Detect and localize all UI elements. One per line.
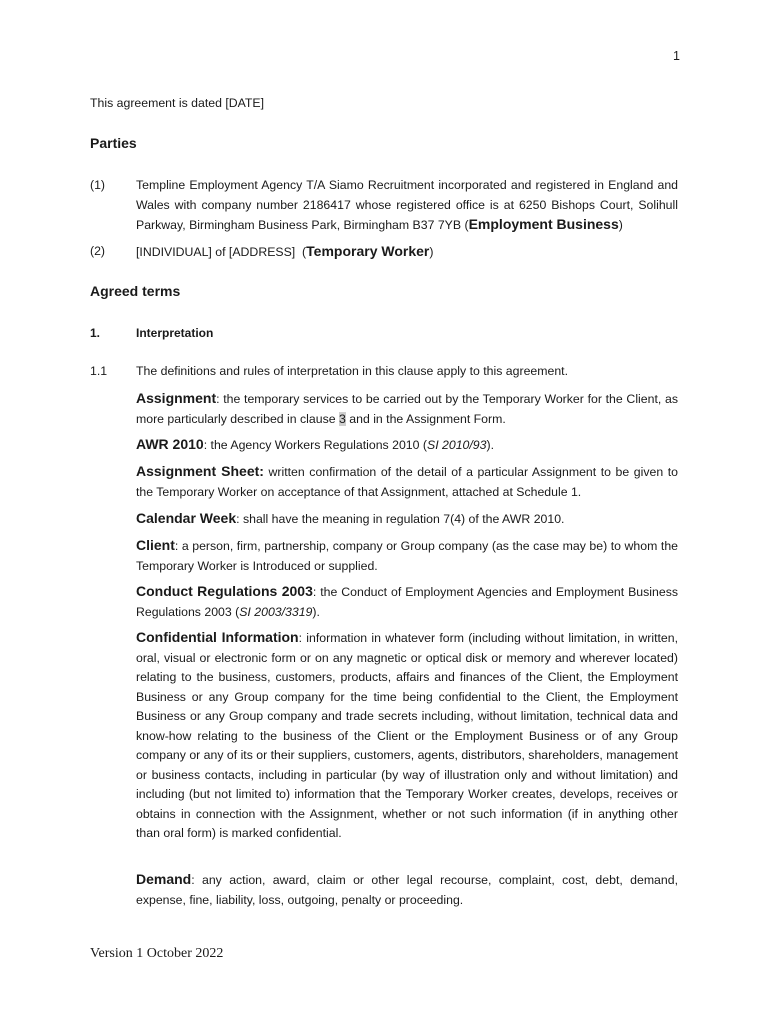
party-1-text <box>136 176 678 236</box>
statutory-instrument-ref: SI 2003/3319 <box>239 604 313 619</box>
definition-text-end: and in the Assignment Form. <box>345 411 506 426</box>
definition-awr-2010 <box>136 435 678 456</box>
clause-1-1-number: 1.1 <box>90 364 108 378</box>
definition-text: : the Agency Workers Regulations 2010 ( <box>203 438 427 452</box>
definition-term: Demand <box>136 871 192 887</box>
definition-text: : shall have the meaning in regulation 7(4) of the AWR 2010. <box>236 512 565 526</box>
definition-term: Assignment <box>136 390 217 406</box>
definition-conduct-regulations <box>136 582 678 622</box>
party-2-text <box>136 242 678 263</box>
footer-version: Version 1 October 2022 <box>90 946 224 961</box>
party-2-number: (2) <box>90 244 106 258</box>
clause-1-heading <box>90 324 214 344</box>
clause-1-title: Interpretation <box>136 326 214 340</box>
party-1-close: ) <box>618 218 623 232</box>
page-number: 1 <box>673 49 680 63</box>
definition-term: Assignment Sheet: <box>136 463 264 479</box>
clause-1-number: 1. <box>90 326 101 340</box>
statutory-instrument-ref: SI 2010/93 <box>427 438 487 452</box>
party-2-close: ) <box>429 245 434 259</box>
agreed-terms-heading: Agreed terms <box>90 283 181 299</box>
definition-term: Calendar Week <box>136 510 237 526</box>
definition-term: Confidential Information <box>136 629 299 645</box>
parties-heading: Parties <box>90 135 137 151</box>
definition-client <box>136 536 678 576</box>
definition-term: AWR 2010 <box>136 436 204 452</box>
party-2-term: Temporary Worker <box>306 243 430 259</box>
definition-text: : the Conduct of Employment Agencies and Employment Business Regulations 2003 ( <box>136 585 679 619</box>
party-2-body: [INDIVIDUAL] of [ADDRESS] ( <box>136 245 307 259</box>
definition-text: : the temporary services to be carried out by the Temporary Worker for the Client, as more particularly described in clause <box>136 392 678 426</box>
party-1-term: Employment Business <box>468 216 619 232</box>
definition-text: written confirmation of the detail of a particular Assignment to be given to the Temporary Worker on acceptance of that Assignment, attached at Schedule 1. <box>136 465 678 499</box>
clause-reference[interactable]: 3 <box>339 411 346 426</box>
definition-text: : any action, award, claim or other legal recourse, complaint, cost, debt, demand, expense, fine, liability, loss, outgoing, penalty or proceeding. <box>136 873 678 907</box>
definition-term: Conduct Regulations 2003 <box>136 583 313 599</box>
party-1-number: (1) <box>90 178 106 192</box>
definition-term: Client <box>136 537 175 553</box>
definition-confidential-information <box>136 628 678 844</box>
definition-assignment <box>136 389 678 429</box>
agreement-date-line: This agreement is dated [DATE] <box>90 96 265 110</box>
definition-text-end: ). <box>486 438 495 452</box>
party-1-body: Templine Employment Agency T/A Siamo Recruitment incorporated and registered in England and Wales with company number 2186417 whose registered office is at 6250 Bishops Court, Solihull Parkway, Birmingham Business Park, Birmingham B37 7YB ( <box>136 178 678 232</box>
definition-text: : information in whatever form (including without limitation, in written, oral, visual or electronic form or on any magnetic or optical disk or memory and wherever located) relating to the business, customers, products, affairs and finances of the Client, the Employment Business or any Group company for the time being confidential to the Client, the Employment Business or any Group company and trade secrets including, without limitation, technical data and know-how relating to the business of the Client or the Employment Business or of any Group company or any of its or their suppliers, customers, agents, distributors, shareholders, management or business contacts, including in particular (by way of illustration only and without limitation) and including (but not limited to) information that the Temporary Worker creates, develops, receives or obtains in connection with the Assignment, whether or not such information (if in anything other than oral form) is marked confidential. <box>136 631 678 840</box>
definition-text-end: ). <box>312 604 320 619</box>
definition-demand <box>136 870 678 910</box>
definition-text: : a person, firm, partnership, company or Group company (as the case may be) to whom the Temporary Worker is Introduced or supplied. <box>136 539 678 573</box>
definition-calendar-week <box>136 509 678 530</box>
definition-assignment-sheet <box>136 462 678 502</box>
clause-1-1-text: The definitions and rules of interpretation in this clause apply to this agreement. <box>136 364 569 378</box>
